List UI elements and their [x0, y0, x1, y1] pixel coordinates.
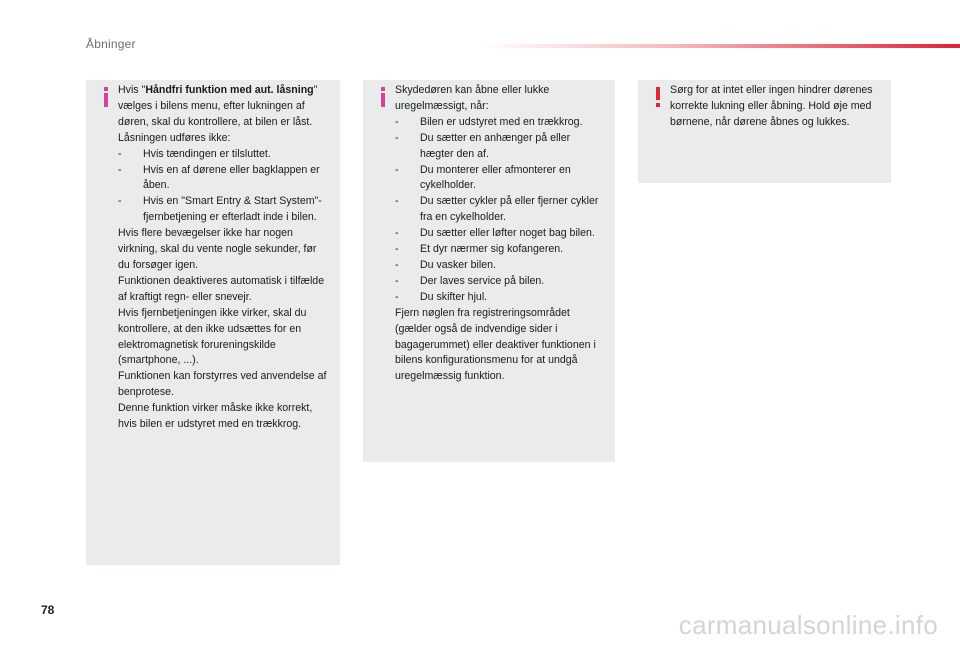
list-item: - Du sætter en anhænger på eller hægter den af.: [395, 131, 605, 163]
list-item: - Hvis tændingen er tilsluttet.: [118, 147, 330, 163]
list-item: - Du skifter hjul.: [395, 290, 605, 306]
paragraph: Hvis fjernbetjeningen ikke virker, skal du kontrollere, at den ikke udsættes for en elektromagnetisk forureningskilde (smartphone, ...).: [118, 306, 307, 367]
list-item: - Der laves service på bilen.: [395, 274, 605, 290]
intro-text-pre: Hvis ": [118, 84, 146, 96]
watermark: carmanualsonline.info: [678, 610, 938, 640]
outro-paragraph: Fjern nøglen fra registreringsområdet (gælder også de indvendige sider i bagagerummet) eller deaktiver funktionen i bilens konfigurationsmenu for at undgå uregelmæssig funktion.: [395, 306, 596, 383]
list-item: - Hvis en "Smart Entry & Start System"-fjernbetjening er efterladt inde i bilen.: [118, 194, 330, 226]
condition-list: [118, 147, 330, 227]
section-title: Åbninger: [86, 37, 136, 51]
list-item: - Du sætter eller løfter noget bag bilen.: [395, 226, 605, 242]
paragraph: Denne funktion virker måske ikke korrekt, hvis bilen er udstyret med en trækkrog.: [118, 402, 313, 431]
paragraph: Funktionen kan forstyrres ved anvendelse af benprotese.: [118, 370, 327, 399]
info-box-hands-free-locking: [86, 80, 340, 565]
header-accent-bar: [480, 44, 960, 48]
warning-text: Sørg for at intet eller ingen hindrer dørenes korrekte lukning eller åbning. Hold øje med børnene, når dørene åbnes og lukkes.: [670, 84, 873, 128]
warning-icon: [652, 87, 664, 107]
info-box-sliding-door: [363, 80, 615, 462]
intro-text-post: " vælges i bilens menu, efter lukningen af døren, skal du kontrollere, at bilen er låst.: [118, 84, 318, 128]
list-item: - Du vasker bilen.: [395, 258, 605, 274]
warning-box-door-safety: [638, 80, 891, 183]
list-heading: Låsningen udføres ikke:: [118, 131, 231, 144]
list-item: - Bilen er udstyret med en trækkrog.: [395, 115, 605, 131]
intro-paragraph: Skydedøren kan åbne eller lukke uregelmæssigt, når:: [395, 84, 550, 112]
paragraph: Hvis flere bevægelser ikke har nogen virkning, skal du vente nogle sekunder, før du forsøger igen.: [118, 227, 317, 271]
list-item: - Hvis en af dørene eller bagklappen er åben.: [118, 163, 330, 195]
condition-list: [395, 115, 605, 306]
feature-name: Håndfri funktion med aut. låsning: [145, 84, 314, 96]
info-icon: [100, 87, 112, 107]
info-icon: [377, 87, 389, 107]
page-number: 78: [41, 603, 55, 617]
paragraph: Funktionen deaktiveres automatisk i tilfælde af kraftigt regn- eller snevejr.: [118, 274, 325, 303]
list-item: - Du monterer eller afmonterer en cykelholder.: [395, 163, 605, 195]
list-item: - Du sætter cykler på eller fjerner cykler fra en cykelholder.: [395, 194, 605, 226]
intro-paragraph: [118, 83, 330, 131]
list-item: - Et dyr nærmer sig kofangeren.: [395, 242, 605, 258]
